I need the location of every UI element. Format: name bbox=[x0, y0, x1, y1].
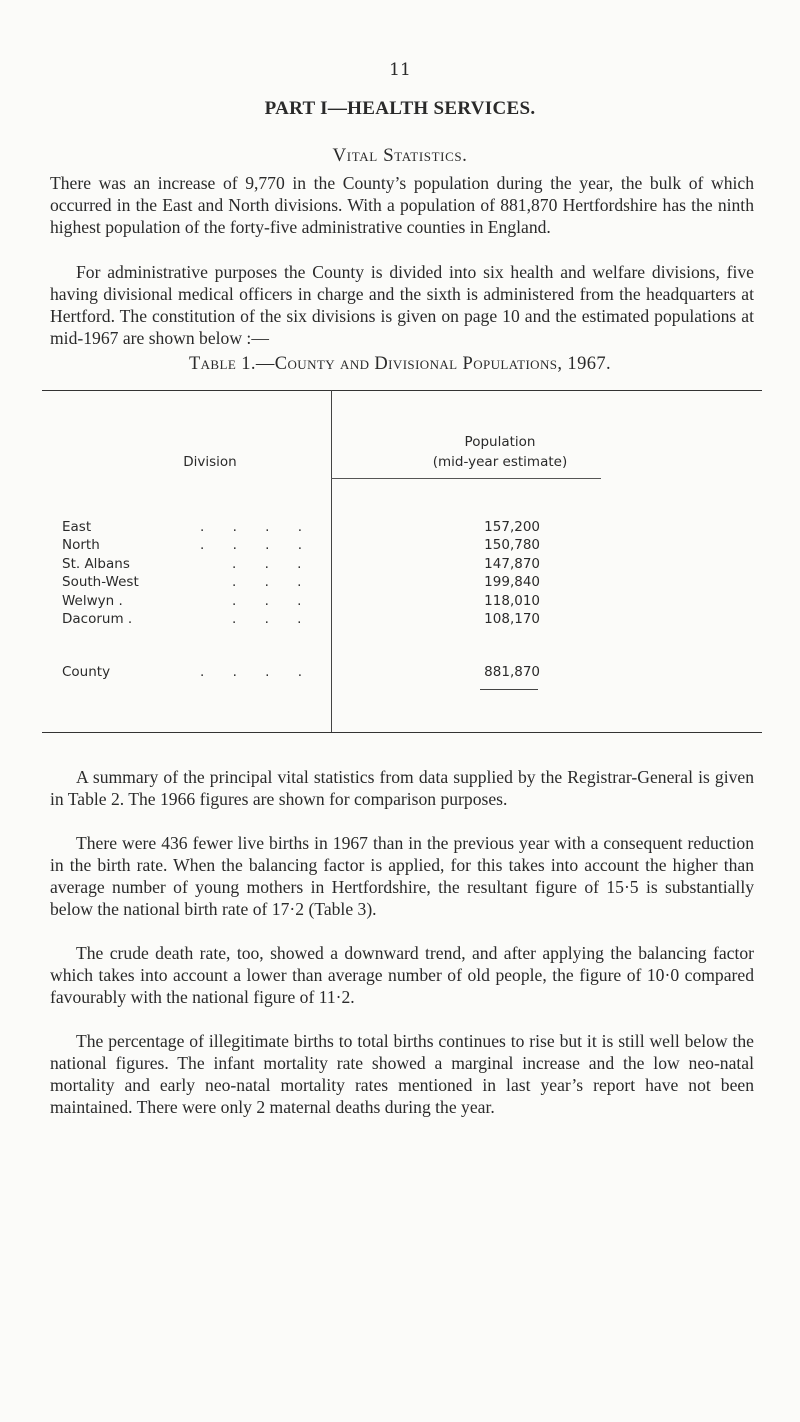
row-division: South-West bbox=[62, 574, 139, 590]
total-leader: . . . . bbox=[200, 664, 315, 680]
summary-paragraph-2: There were 436 fewer live births in 1967 than in the previous year with a consequent reduction in the birth rate. When the balancing factor is applied, for this takes into account the higher than average number of young mothers in Hertfordshire, the resultant figure of 15·5 is substantially below the national birth rate of 17·2 (Table 3). bbox=[50, 833, 754, 919]
total-population: 881,870 bbox=[484, 664, 540, 680]
row-population: 108,170 bbox=[484, 611, 540, 627]
page-number: 11 bbox=[389, 60, 411, 80]
header-division: Division bbox=[183, 454, 237, 470]
row-population: 199,840 bbox=[484, 574, 540, 590]
summary-paragraph-3: The crude death rate, too, showed a downward trend, and after applying the balancing factor which takes into account a lower than average number of old people, the figure of 10·0 compared favourably with the national figure of 11·2. bbox=[50, 943, 754, 1007]
table-top-rule bbox=[42, 390, 762, 391]
row-division: Dacorum . bbox=[62, 611, 133, 627]
row-division: St. Albans bbox=[62, 556, 130, 572]
header-population: Population bbox=[464, 434, 536, 450]
sum-rule bbox=[480, 689, 538, 690]
row-population: 147,870 bbox=[484, 556, 540, 572]
total-division: County bbox=[62, 664, 111, 680]
row-leader: . . . bbox=[232, 574, 314, 590]
row-leader: . . . . bbox=[200, 537, 315, 553]
row-division: Welwyn . bbox=[62, 593, 123, 609]
row-leader: . . . bbox=[232, 556, 314, 572]
table-bottom-rule bbox=[42, 732, 762, 733]
row-leader: . . . bbox=[232, 593, 314, 609]
header-rule bbox=[331, 478, 601, 479]
summary-paragraph-1: A summary of the principal vital statistics from data supplied by the Registrar-General is given in Table 2. The 1966 figures are shown for comparison purposes. bbox=[50, 767, 754, 809]
row-population: 157,200 bbox=[484, 519, 540, 535]
header-population-note: (mid-year estimate) bbox=[432, 454, 568, 470]
row-population: 150,780 bbox=[484, 537, 540, 553]
part-title: PART I—HEALTH SERVICES. bbox=[264, 98, 536, 119]
intro-paragraph-1: There was an increase of 9,770 in the County’s population during the year, the bulk of which occurred in the East and North divisions. With a population of 881,870 Hertfordshire has the ninth highest population of the forty-five administrative counties in England. bbox=[50, 173, 754, 237]
row-leader: . . . . bbox=[200, 519, 315, 535]
row-leader: . . . bbox=[232, 611, 314, 627]
intro-paragraph-2: For administrative purposes the County is divided into six health and welfare divisions, five having divisional medical officers in charge and the sixth is administered from the headquarters at Hertford. The constitution of the six divisions is given on page 10 and the estimated populations at mid-1967 are shown below :— bbox=[50, 262, 754, 348]
summary-paragraph-4: The percentage of illegitimate births to total births continues to rise but it is still well below the national figures. The infant mortality rate showed a marginal increase and the low neo-natal mortality and early neo-natal mortality rates mentioned in last year’s report have not been maintained. There were only 2 maternal deaths during the year. bbox=[50, 1031, 754, 1117]
row-population: 118,010 bbox=[484, 593, 540, 609]
column-divider bbox=[331, 390, 332, 732]
table-title: Table 1.—County and Divisional Populations, 1967. bbox=[188, 354, 612, 374]
row-division: North bbox=[62, 537, 100, 553]
row-division: East bbox=[62, 519, 92, 535]
section-title: Vital Statistics. bbox=[332, 145, 468, 166]
